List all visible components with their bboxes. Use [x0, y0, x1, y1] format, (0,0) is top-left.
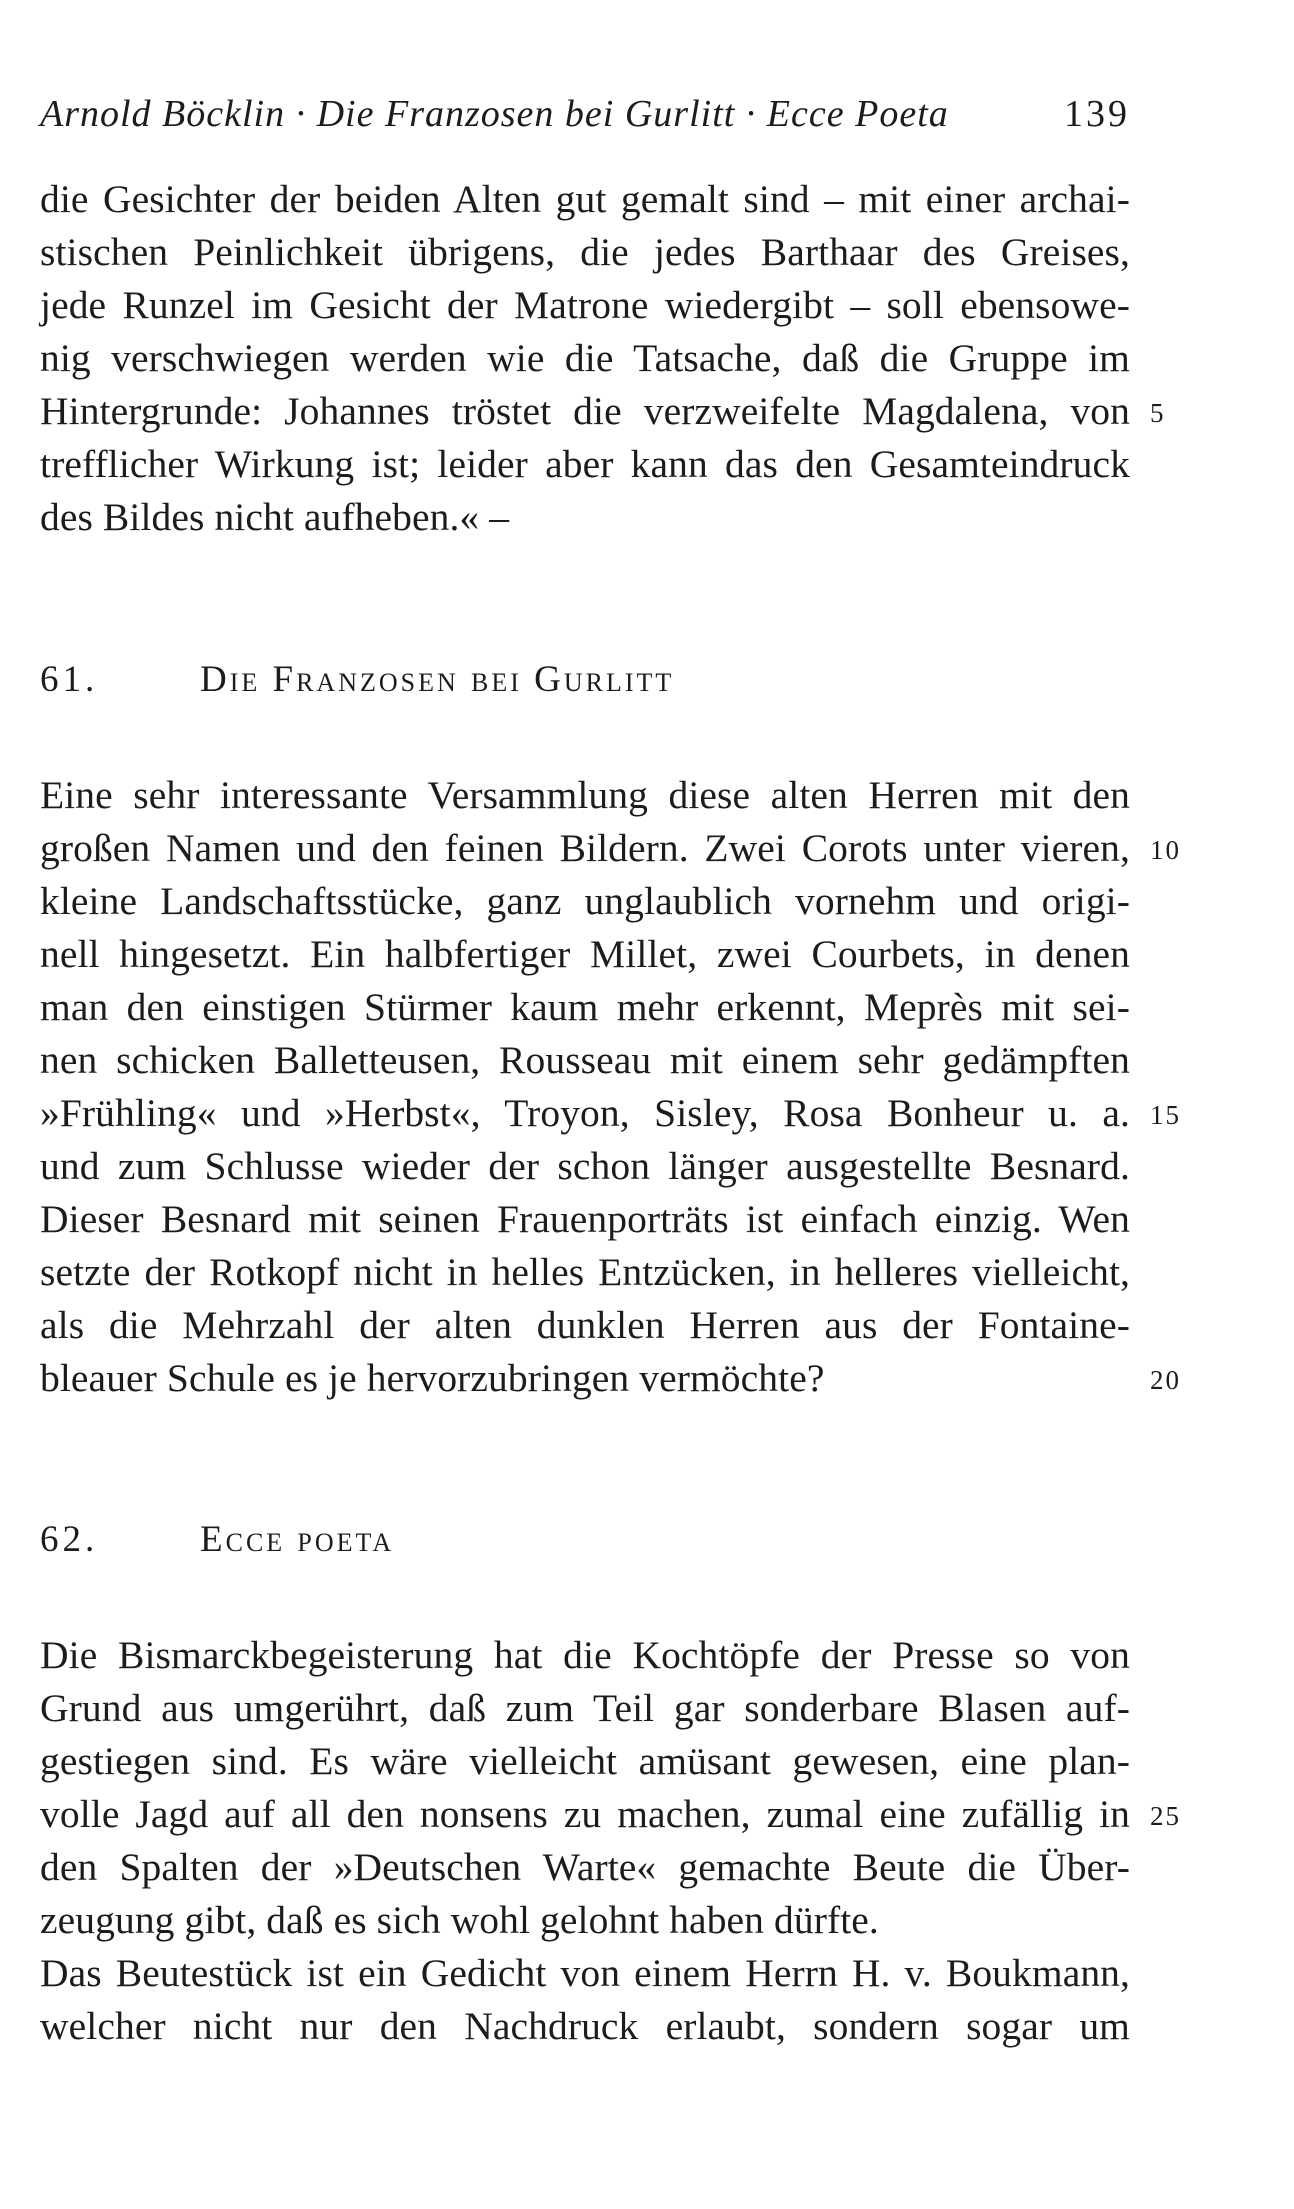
line-number: 15 — [1150, 1100, 1181, 1130]
text-line: Grund aus umgerührt, daß zum Teil gar sonderbare Blasen auf- — [40, 1686, 1130, 1730]
text-line: die Gesichter der beiden Alten gut gemalt sind – mit einer archai- — [40, 177, 1130, 221]
text-line: man den einstigen Stürmer kaum mehr erkennt, Meprès mit sei- — [40, 985, 1130, 1029]
section-title: Die Franzosen bei Gurlitt — [200, 659, 675, 700]
text-line: als die Mehrzahl der alten dunklen Herren aus der Fontaine- — [40, 1303, 1130, 1347]
line-number: 5 — [1150, 398, 1166, 428]
text-line: gestiegen sind. Es wäre vielleicht amüsant gewesen, eine plan- — [40, 1739, 1130, 1783]
text-line: Hintergrunde: Johannes tröstet die verzweifelte Magdalena, von — [40, 389, 1130, 433]
text-line: und zum Schlusse wieder der schon länger ausgestellte Besnard. — [40, 1144, 1130, 1188]
text-line: »Frühling« und »Herbst«, Troyon, Sisley, Rosa Bonheur u. a. — [40, 1091, 1130, 1135]
section-number: 61. — [40, 659, 99, 700]
text-line: Dieser Besnard mit seinen Frauenporträts ist einfach einzig. Wen — [40, 1197, 1130, 1241]
text-line: großen Namen und den feinen Bildern. Zwei Corots unter vieren, — [40, 826, 1130, 870]
text-line: volle Jagd auf all den nonsens zu machen, zumal eine zufällig in — [40, 1792, 1130, 1836]
text-line: jede Runzel im Gesicht der Matrone wiedergibt – soll ebensowe- — [40, 283, 1130, 327]
line-number: 10 — [1150, 835, 1181, 865]
text-line: bleauer Schule es je hervorzubringen vermöchte? — [40, 1356, 825, 1400]
text-line: nell hingesetzt. Ein halbfertiger Millet, zwei Courbets, in denen — [40, 932, 1130, 976]
text-line: stischen Peinlichkeit übrigens, die jedes Barthaar des Greises, — [40, 230, 1130, 274]
line-number: 20 — [1150, 1365, 1181, 1395]
text-line: trefflicher Wirkung ist; leider aber kann das den Gesamteindruck — [40, 442, 1130, 486]
text-line: zeugung gibt, daß es sich wohl gelohnt haben dürfte. — [40, 1898, 879, 1942]
page-number: 139 — [1064, 93, 1130, 135]
text-line: des Bildes nicht aufheben.« – — [40, 495, 510, 539]
page-header — [40, 92, 1130, 152]
text-line: setzte der Rotkopf nicht in helles Entzücken, in helleres vielleicht, — [40, 1250, 1130, 1294]
running-head: Arnold Böcklin · Die Franzosen bei Gurlitt · Ecce Poeta — [40, 93, 949, 135]
text-line: Die Bismarckbegeisterung hat die Kochtöpfe der Presse so von — [40, 1633, 1130, 1677]
text-line: Das Beutestück ist ein Gedicht von einem Herrn H. v. Boukmann, — [40, 1951, 1130, 1995]
section-number: 62. — [40, 1519, 99, 1560]
text-line: nig verschwiegen werden wie die Tatsache, daß die Gruppe im — [40, 336, 1130, 380]
section-title: Ecce poeta — [200, 1519, 395, 1560]
line-number: 25 — [1150, 1801, 1181, 1831]
text-line: den Spalten der »Deutschen Warte« gemachte Beute die Über- — [40, 1845, 1130, 1889]
text-line: nen schicken Balletteusen, Rousseau mit einem sehr gedämpften — [40, 1038, 1130, 1082]
text-line: kleine Landschaftsstücke, ganz unglaublich vornehm und origi- — [40, 879, 1130, 923]
text-line: Eine sehr interessante Versammlung diese alten Herren mit den — [40, 773, 1130, 817]
text-line: welcher nicht nur den Nachdruck erlaubt, sondern sogar um — [40, 2004, 1130, 2048]
